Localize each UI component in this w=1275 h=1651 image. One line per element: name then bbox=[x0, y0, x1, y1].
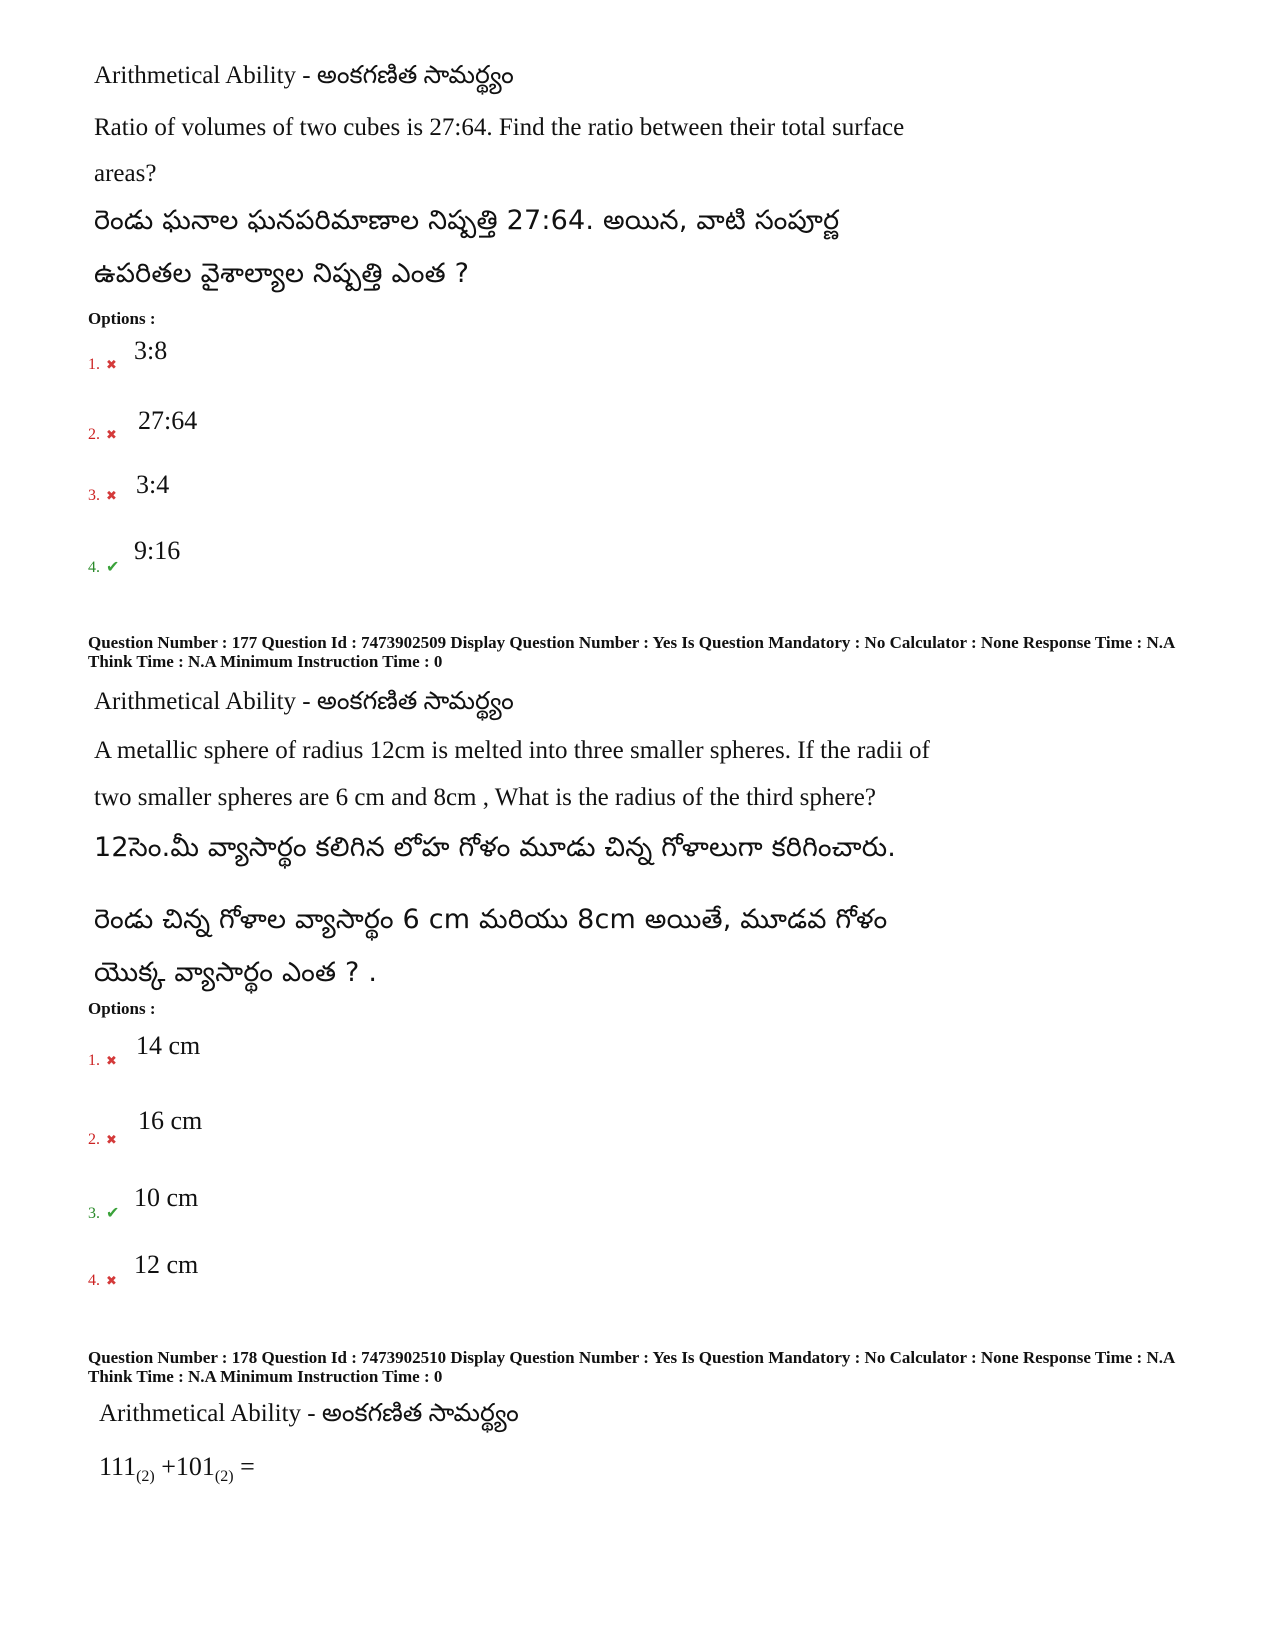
option-value: 14 cm bbox=[136, 1031, 201, 1060]
subject-heading: Arithmetical Ability - అంకగణిత సామర్థ్యం bbox=[94, 62, 514, 89]
question-text-en-line1: Ratio of volumes of two cubes is 27:64. Find the ratio between their total surface bbox=[94, 114, 905, 141]
question-text-te-line1: 12సెం.మీ వ్యాసార్థం కలిగిన లోహ గోళం మూడు చిన్న గోళాలుగా కరిగించారు. bbox=[94, 832, 897, 863]
option-value: 16 cm bbox=[138, 1106, 203, 1135]
options-label: Options : bbox=[88, 309, 156, 328]
operand-a: 111 bbox=[99, 1452, 137, 1481]
question-text-en-line2: areas? bbox=[94, 160, 157, 187]
cross-icon: ✖ bbox=[106, 1132, 117, 1147]
option-4 bbox=[88, 1272, 117, 1290]
option-3 bbox=[88, 487, 117, 505]
subject-heading: Arithmetical Ability - అంకగణిత సామర్థ్యం bbox=[99, 1400, 519, 1427]
option-number: 1. bbox=[88, 356, 100, 373]
checkmark-icon: ✔ bbox=[106, 1205, 120, 1222]
option-number: 1. bbox=[88, 1052, 100, 1069]
operand-a-base: (2) bbox=[136, 1468, 155, 1486]
option-value: 3:8 bbox=[134, 336, 168, 365]
equals-sign: = bbox=[233, 1452, 255, 1481]
question-meta: Question Number : 178 Question Id : 7473902510 Display Question Number : Yes Is Question Mandatory : No Calculator : None Response Time : N.A Think Time : N.A Minimum Instruction Time : 0 bbox=[88, 1348, 1175, 1386]
cross-icon: ✖ bbox=[106, 1273, 117, 1288]
cross-icon: ✖ bbox=[106, 357, 117, 372]
binary-expression bbox=[99, 1452, 255, 1486]
question-text-en-line2: two smaller spheres are 6 cm and 8cm , What is the radius of the third sphere? bbox=[94, 784, 876, 811]
question-text-te-line2: ఉపరితల వైశాల్యాల నిష్పత్తి ఎంత ? bbox=[94, 258, 470, 289]
option-number: 2. bbox=[88, 1131, 100, 1148]
operand-b-base: (2) bbox=[214, 1468, 234, 1486]
cross-icon: ✖ bbox=[106, 488, 117, 503]
option-value: 27:64 bbox=[138, 406, 198, 435]
option-3 bbox=[88, 1203, 119, 1223]
question-text-te-line1: రెండు ఘనాల ఘనపరిమాణాల నిష్పత్తి 27:64. అయిన, వాటి సంపూర్ణ bbox=[94, 205, 840, 236]
option-1 bbox=[88, 356, 117, 374]
option-value: 9:16 bbox=[134, 536, 181, 565]
cross-icon: ✖ bbox=[106, 1053, 117, 1068]
question-text-en-line1: A metallic sphere of radius 12cm is melted into three smaller spheres. If the radii of bbox=[94, 737, 930, 764]
option-value: 12 cm bbox=[134, 1250, 199, 1279]
option-value: 3:4 bbox=[136, 470, 170, 499]
question-text-te-line2: రెండు చిన్న గోళాల వ్యాసార్థం 6 cm మరియు 8cm అయితే, మూడవ గోళం bbox=[94, 904, 888, 935]
option-1 bbox=[88, 1052, 117, 1070]
options-label: Options : bbox=[88, 999, 156, 1018]
option-2 bbox=[88, 426, 117, 444]
option-number: 4. bbox=[88, 1272, 100, 1289]
operand-b: +101 bbox=[154, 1452, 215, 1481]
question-text-te-line3: యొక్క వ్యాసార్థం ఎంత ? . bbox=[94, 957, 378, 988]
option-number: 3. bbox=[88, 1205, 100, 1222]
option-2 bbox=[88, 1131, 117, 1149]
option-number: 2. bbox=[88, 426, 100, 443]
subject-heading: Arithmetical Ability - అంకగణిత సామర్థ్యం bbox=[94, 688, 514, 715]
question-meta: Question Number : 177 Question Id : 7473902509 Display Question Number : Yes Is Question Mandatory : No Calculator : None Response Time : N.A Think Time : N.A Minimum Instruction Time : 0 bbox=[88, 633, 1175, 671]
option-4 bbox=[88, 557, 119, 577]
option-number: 4. bbox=[88, 559, 100, 576]
option-value: 10 cm bbox=[134, 1183, 199, 1212]
option-number: 3. bbox=[88, 487, 100, 504]
checkmark-icon: ✔ bbox=[106, 559, 120, 576]
cross-icon: ✖ bbox=[106, 427, 117, 442]
